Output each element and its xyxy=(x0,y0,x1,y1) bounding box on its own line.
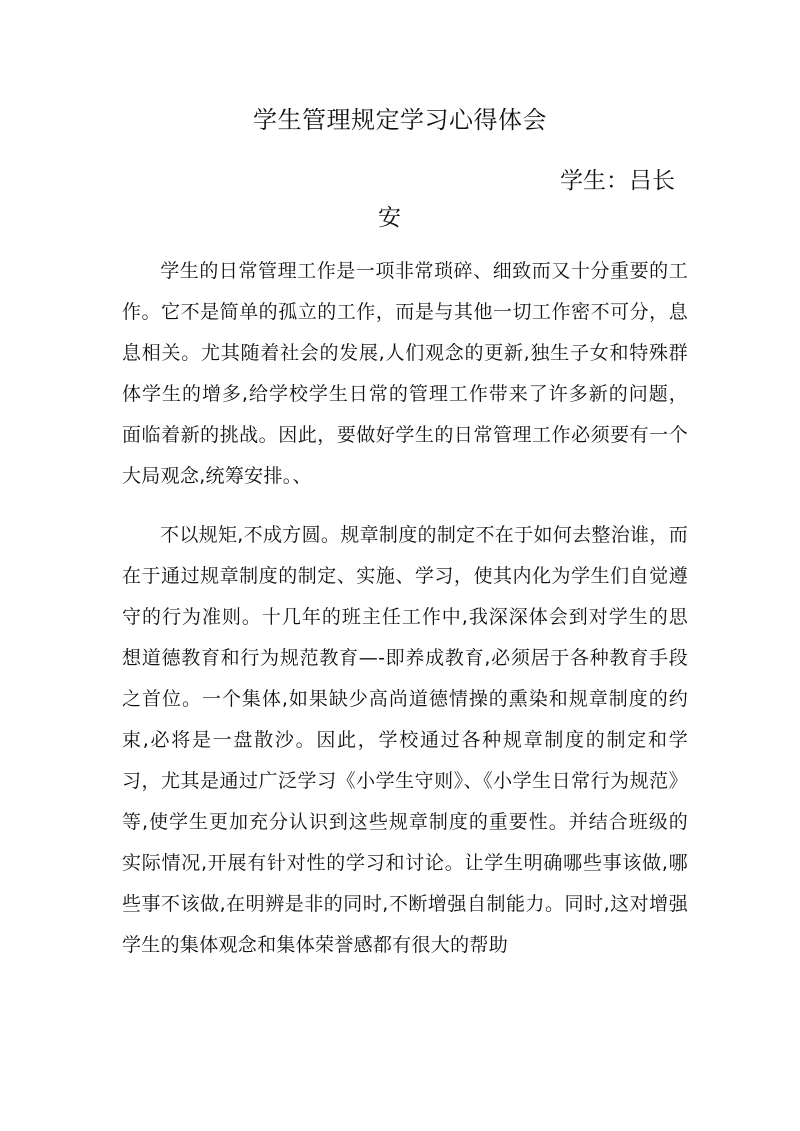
author-line-continued xyxy=(378,198,401,238)
paragraph-1-text: 学生的日常管理工作是一项非常琐碎、细致而又十分重要的工作。它不是简单的孤立的工作，而是与其他一切工作密不可分，息息相关。尤其随着社会的发展,人们观念的更新,独生子女和特殊群体学生的增多,给学校学生日常的管理工作带来了许多新的问题，面临着新的挑战。因此，要做好学生的日常管理工作必须要有一个大局观念,统筹安排。、 xyxy=(122,260,688,487)
paragraph-1 xyxy=(122,251,688,497)
author-name-tail: 安 xyxy=(378,205,401,231)
paragraph-2 xyxy=(122,515,688,966)
author-label: 学生：吕长 xyxy=(560,168,675,194)
author-line xyxy=(375,157,675,205)
paragraph-2-text: 不以规矩,不成方圆。规章制度的制定不在于如何去整治谁，而在于通过规章制度的制定、实施、学习，使其内化为学生们自觉遵守的行为准则。十几年的班主任工作中,我深深体会到对学生的思想道德教育和行为规范教育—-即养成教育,必须居于各种教育手段之首位。一个集体,如果缺少高尚道德情操的熏染和规章制度的约束,必将是一盘散沙。因此，学校通过各种规章制度的制定和学习，尤其是通过广泛学习《小学生守则》、《小学生日常行为规范》等,使学生更加充分认识到这些规章制度的重要性。并结合班级的实际情况,开展有针对性的学习和讨论。让学生明确哪些事该做,哪些事不该做,在明辨是非的同时,不断增强自制能力。同时,这对增强学生的集体观念和集体荣誉感都有很大的帮助 xyxy=(122,524,688,956)
document-title: 学生管理规定学习心得体会 xyxy=(253,106,547,134)
